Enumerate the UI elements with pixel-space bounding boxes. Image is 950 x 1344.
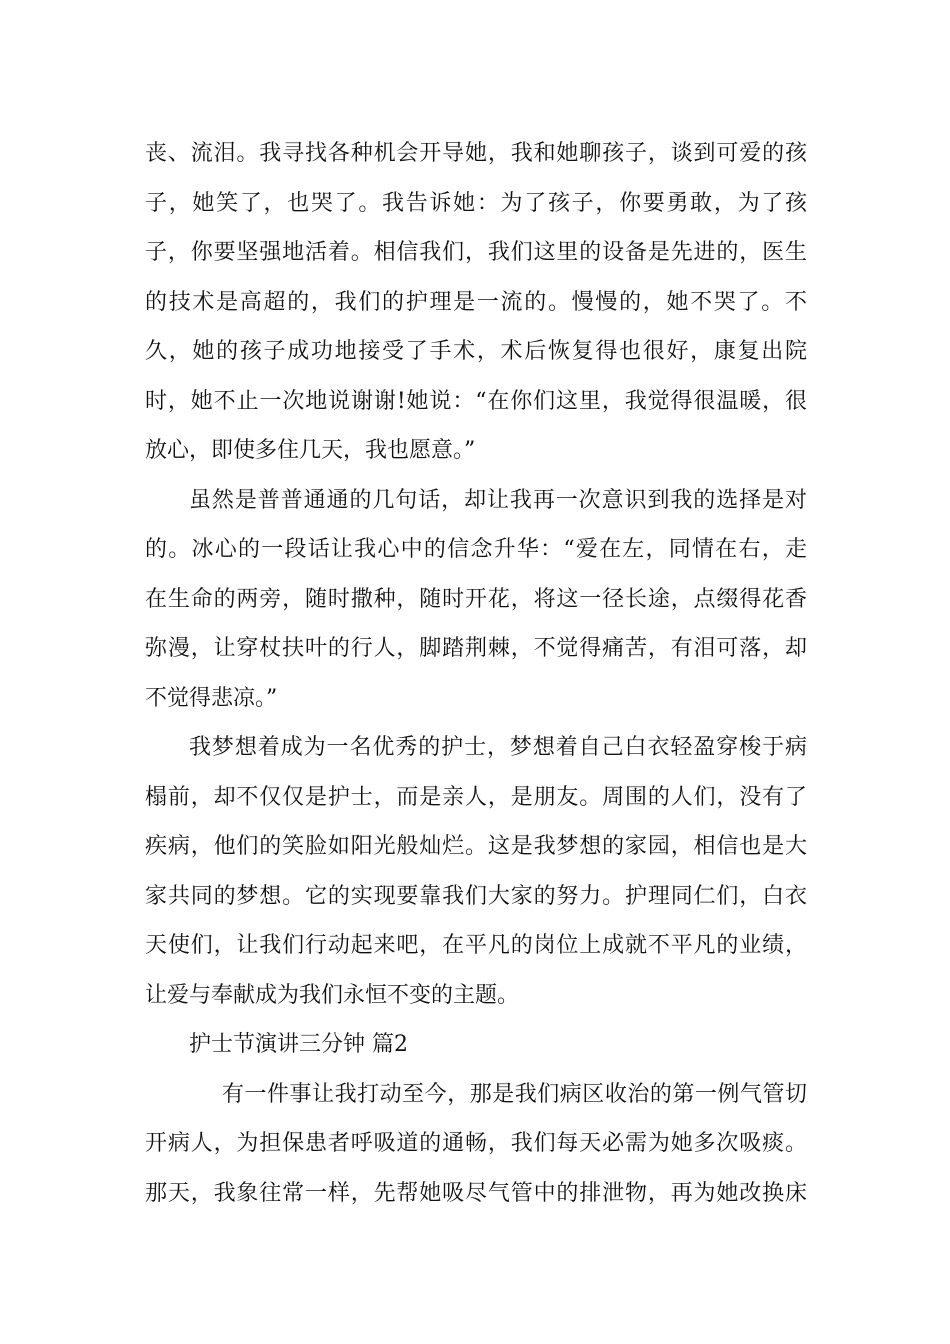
text-line: 虽然是普普通通的几句话，却让我再一次意识到我的选择是对 <box>189 487 807 513</box>
paragraph-4 <box>145 1070 807 1219</box>
text-line: 子，你要坚强地活着。相信我们，我们这里的设备是先进的，医生 <box>145 240 807 265</box>
paragraph-2 <box>145 476 807 724</box>
text-line: 弥漫，让穿杖扶叶的行人，脚踏荆棘，不觉得痛苦，有泪可落，却 <box>145 636 807 661</box>
text-line: 开病人，为担保患者呼吸道的通畅，我们每天必需为她多次吸痰。 <box>145 1131 807 1156</box>
text-line: 我梦想着成为一名优秀的护士，梦想着自己白衣轻盈穿梭于病 <box>189 735 807 760</box>
text-line: 放心，即使多住几天，我也愿意。” <box>145 438 476 463</box>
paragraph-1 <box>145 129 807 476</box>
text-line: 疾病，他们的笑脸如阳光般灿烂。这是我梦想的家园，相信也是大 <box>145 834 807 859</box>
text-line: 家共同的梦想。它的实现要靠我们大家的努力。护理同仁们，白衣 <box>145 883 807 909</box>
text-line: 让爱与奉献成为我们永恒不变的主题。 <box>145 982 520 1008</box>
text-line: 有一件事让我打动至今，那是我们病区收治的第一例气管切 <box>222 1081 807 1107</box>
text-line: 不觉得悲凉。” <box>145 685 278 711</box>
text-line: 久，她的孩子成功地接受了手术，术后恢复得也很好，康复出院 <box>145 339 807 364</box>
paragraph-3 <box>145 723 807 1020</box>
document-body <box>145 129 807 1218</box>
text-line: 的技术是高超的，我们的护理是一流的。慢慢的，她不哭了。不 <box>145 289 807 315</box>
text-line: 时，她不止一次地说谢谢!她说：“在你们这里，我觉得很温暖，很 <box>145 388 807 414</box>
text-line: 那天，我象往常一样，先帮她吸尽气管中的排泄物，再为她改换床 <box>145 1180 807 1206</box>
text-line: 在生命的两旁，随时撒种，随时开花，将这一径长途，点缀得花香 <box>145 586 807 612</box>
text-line: 丧、流泪。我寻找各种机会开导她，我和她聊孩子，谈到可爱的孩 <box>145 141 807 166</box>
text-line: 天使们，让我们行动起来吧，在平凡的岗位上成就不平凡的业绩， <box>145 933 807 958</box>
text-line: 子，她笑了，也哭了。我告诉她：为了孩子，你要勇敢，为了孩 <box>145 190 807 216</box>
section-heading: 护士节演讲三分钟 篇2 <box>189 1032 408 1057</box>
text-line: 榻前，却不仅仅是护士，而是亲人，是朋友。周围的人们，没有了 <box>145 784 807 810</box>
text-line: 的。冰心的一段话让我心中的信念升华：“爱在左，同情在右，走 <box>145 537 807 562</box>
